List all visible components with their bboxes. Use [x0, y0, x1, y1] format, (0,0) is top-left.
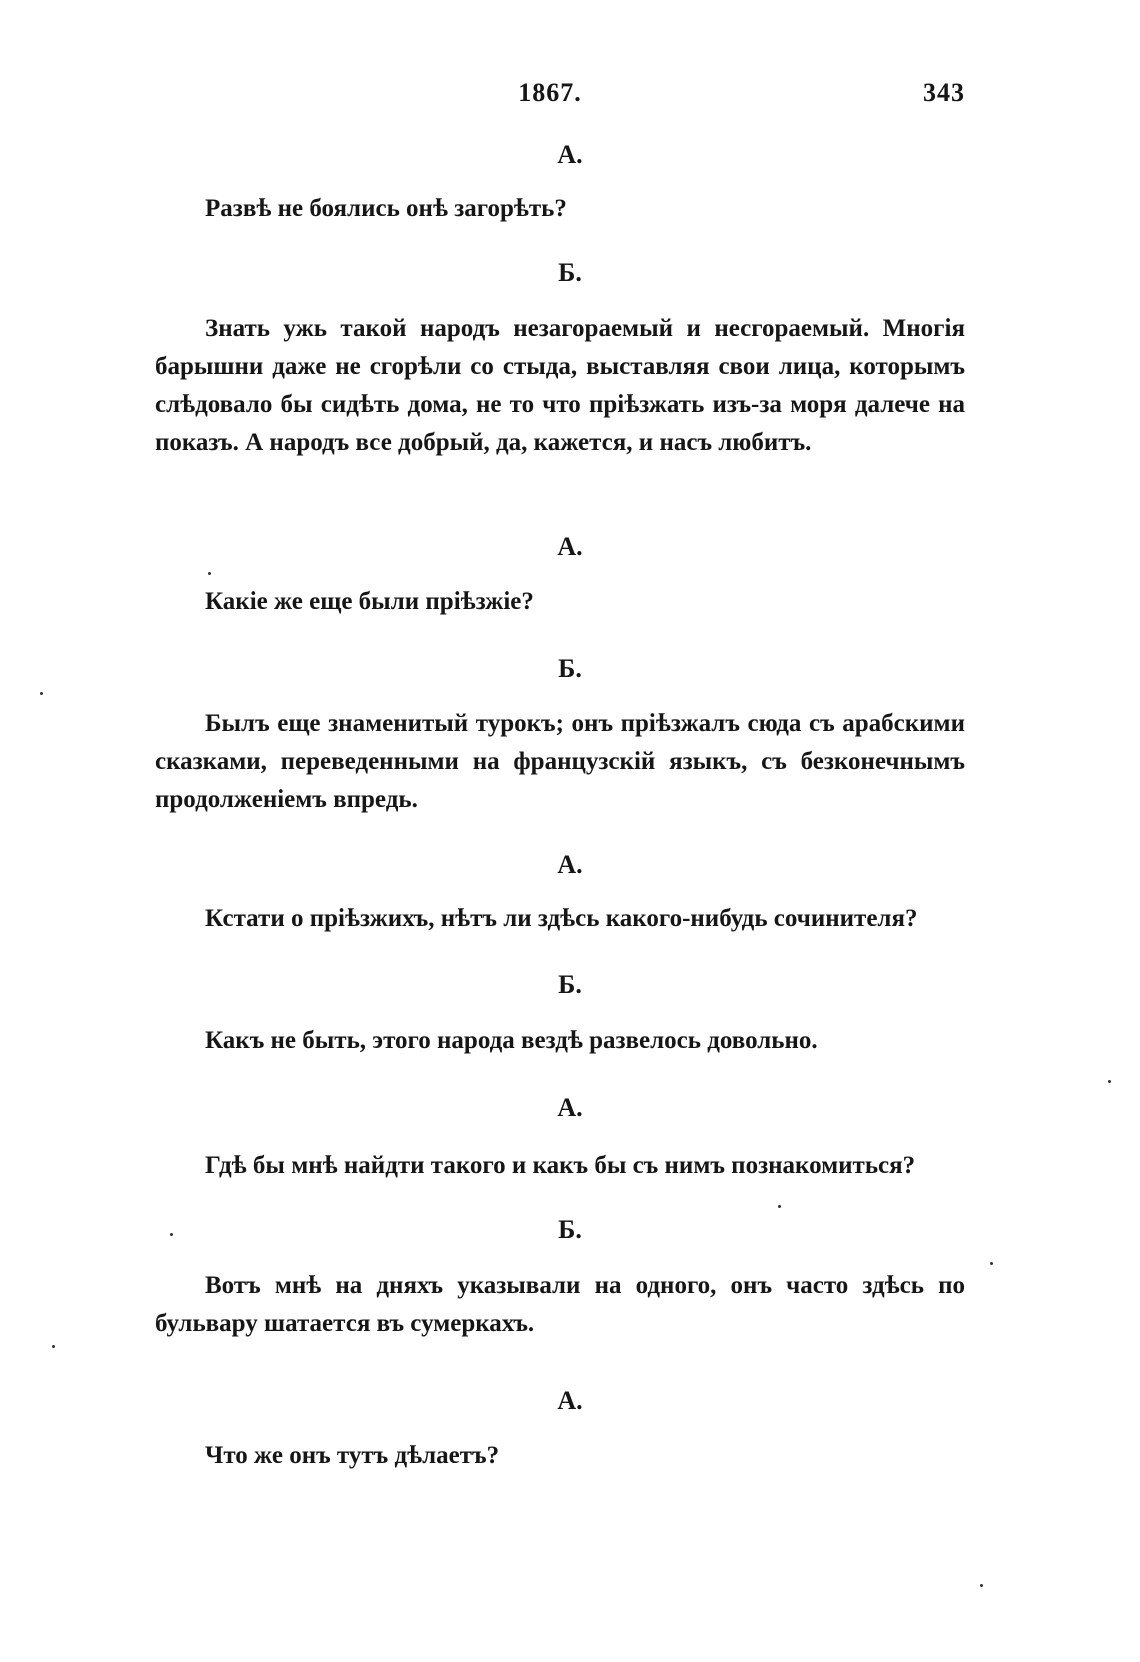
dialogue-line: Какъ не быть, этого народа вездѣ развелось довольно. [205, 1027, 818, 1054]
scan-speck [208, 572, 211, 575]
dialogue-line: Гдѣ бы мнѣ найдти такого и какъ бы съ нимъ познакомиться? [205, 1152, 916, 1179]
speaker-label: А. [557, 1093, 583, 1122]
scan-speck [1108, 1080, 1111, 1083]
scan-speck [980, 1584, 983, 1587]
dialogue-line: Знать ужь такой народъ незагораемый и несгораемый. Многія барышни даже не сгорѣли со стыда, выставляя свои лица, которымъ слѣдовало бы сидѣть дома, не то что пріѣзжать изъ-за моря далече на показъ. А народъ все добрый, да, кажется, и насъ любитъ. [155, 315, 965, 456]
speaker-label: А. [557, 1386, 583, 1415]
speaker-label: Б. [558, 258, 582, 287]
dialogue-line: Развѣ не боялись онѣ загорѣть? [205, 195, 567, 222]
dialogue-line: Кстати о пріѣзжихъ, нѣтъ ли здѣсь какого-нибудь сочинителя? [205, 905, 918, 932]
scan-speck [990, 1262, 993, 1265]
page-number: 343 [923, 78, 965, 107]
scan-speck [40, 692, 43, 695]
scan-speck [778, 1205, 781, 1208]
page-header-year: 1867. [518, 78, 582, 107]
speaker-label: А. [557, 850, 583, 879]
dialogue-line: Какіе же еще были пріѣзжіе? [205, 588, 534, 615]
speaker-label: Б. [558, 1215, 582, 1244]
dialogue-line: Что же онъ тутъ дѣлаетъ? [205, 1442, 500, 1469]
scan-speck [52, 1345, 55, 1348]
speaker-label: А. [557, 140, 583, 169]
dialogue-line: Былъ еще знаменитый турокъ; онъ пріѣзжалъ сюда съ арабскими сказками, переведенными на французскій языкъ, съ безконечнымъ продолженіемъ впредь. [155, 710, 965, 813]
dialogue-line: Вотъ мнѣ на дняхъ указывали на одного, онъ часто здѣсь по бульвару шатается въ сумеркахъ. [155, 1272, 965, 1337]
scan-speck [170, 1233, 173, 1236]
speaker-label: Б. [558, 970, 582, 999]
speaker-label: А. [557, 532, 583, 561]
speaker-label: Б. [558, 654, 582, 683]
